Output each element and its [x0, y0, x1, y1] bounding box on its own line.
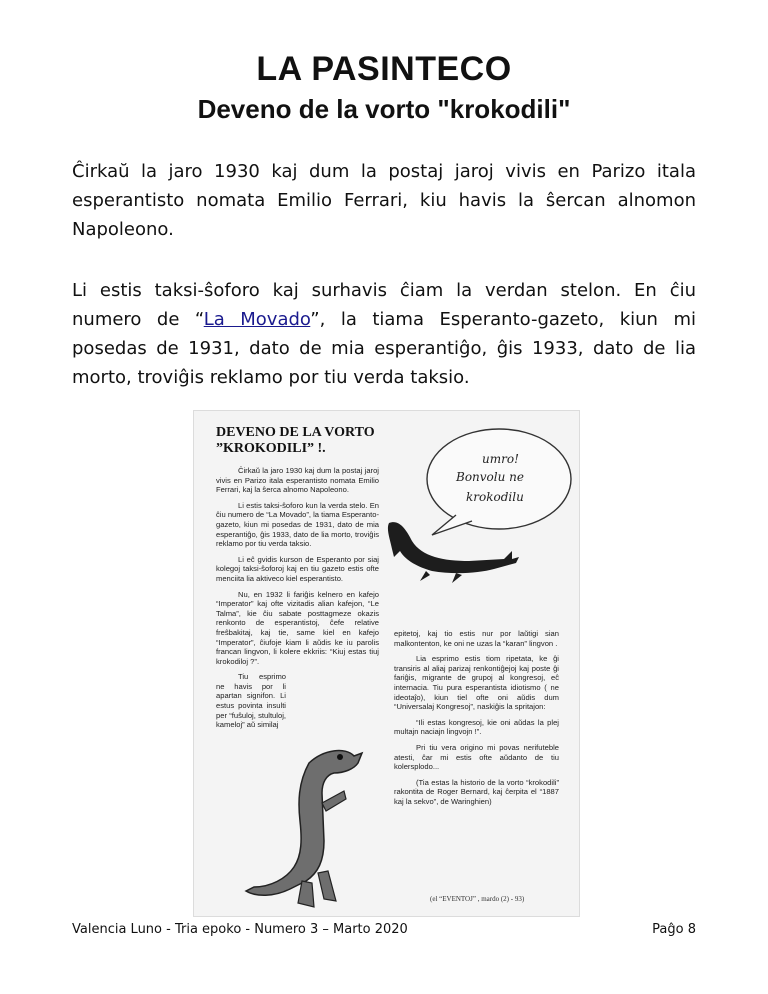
clipping-left-paragraph: Nu, en 1932 li fariĝis kelnero en kafejo “Imperator” kaj ofte vizitadis alian kafejon, “Le Talma”, kie ĉiu sabate posttagmeze okazis renkonto de esperantistoj, ĉefe relative freŝbakitaj, kaj tie, same kiel en kafejo “Imperator”, ĉiufoje kiam li aŭdis ke iu parolis francan lingvon, li kolere ekkriis: “Kiuj estas tiuj krokodiloj ?”. — [216, 589, 379, 666]
bubble-line-1: umro! — [482, 452, 519, 466]
page-subtitle: Deveno de la vorto "krokodili" — [197, 94, 571, 124]
paragraph-taxi-start: Li estis taksi-ŝoforo kaj surhavis ĉiam la verdan stelon. En ĉiu numero de “ — [72, 280, 696, 330]
bubble-line-2: Bonvolu ne — [456, 470, 524, 484]
footer-publication: Valencia Luno - Tria epoko - Numero 3 – Marto 2020 — [72, 922, 408, 937]
paragraph-taxi-end: ”, la tiama Esperanto-gazeto, kiun mi posedas de 1931, dato de mia esperantiĝo, ĝis 1933, dato de lia morto, troviĝis reklamo por tiu verda taksio. — [72, 309, 696, 388]
la-movado-link[interactable]: La Movado — [203, 309, 311, 330]
clipping-title: DEVENO DE LA VORTO ”KROKODILI” !. — [216, 425, 375, 456]
clipping-illustrations — [194, 411, 579, 916]
paragraph-intro: Ĉirkaŭ la jaro 1930 kaj dum la postaj jaroj vivis en Parizo itala esperantisto nomata Emilio Ferrari, kiu havis la ŝercan alnomon Napoleono. — [72, 161, 696, 240]
bubble-line-3: krokodilu — [466, 490, 524, 504]
footer-page-number: Paĝo 8 — [652, 922, 696, 937]
speech-bubble — [427, 429, 571, 535]
clipping-left-paragraph: Li eĉ gvidis kurson de Esperanto por siaj kolegoj taksi-ŝoforoj kaj en tiu gazeto estis ofte menciita lia aktiveco kiel esperantisto. — [216, 554, 379, 583]
clipping-left-paragraph: Ĉirkaŭ la jaro 1930 kaj dum la postaj jaroj vivis en Parizo itala esperantisto nomata Emilio Ferrari, kaj la ŝerca alnomo Napoleono. — [216, 466, 379, 495]
clipping-right-paragraph: Lia esprimo estis tiom ripetata, ke ĝi transiris al aliaj parizaj renkontiĝejoj kaj poste ĝi fariĝis, migrante de grupoj al kongresoj, eĉ internacia. Tiu pura esperantista idiotismo ( ne ideotaĵo), kiun tiel ofte oni aŭdis dum “Universalaj Kongresoj”, naskiĝis la spritajon: — [394, 654, 559, 712]
clipping-left-paragraph: Li estis taksi-ŝoforo kun la verda stelo. En ĉiu numero de “La Movado”, la tiama Esperanto-gazeto, kiun mi posedas de 1931, dato de mia esperantiĝo, ĝis 1933, dato de lia morto, troviĝis reklamo por tiu verda taksio. — [216, 500, 379, 549]
clipping-right-paragraph: “Ili estas kongresoj, kie oni aŭdas la plej multajn naciajn lingvojn !”. — [394, 717, 559, 737]
newspaper-clipping-image — [193, 410, 580, 917]
clipping-left-paragraph: Tiu esprimo ne havis por li apartan signifon. Li estus povinta insulti per “fuŝuloj, stultuloj, kameloj” aŭ similaj — [216, 672, 286, 730]
page-title: LA PASINTECO — [256, 50, 512, 88]
paragraph-taxi — [72, 276, 696, 392]
clipping-right-paragraph: (Tia estas la historio de la vorto “krokodili” rakontita de Roger Bernard, kaj ĉerpita el “1887 kaj la sekvo”, de Waringhien) — [394, 777, 559, 806]
clipping-right-paragraph: epitetoj, kaj tio estis nur por laŭtigi sian malkontenton, ke oni ne uzas la “karan” lingvon . — [394, 629, 559, 648]
crocodile-swimming-icon — [388, 522, 519, 583]
crocodile-standing-icon — [246, 751, 362, 907]
clipping-source: (el “EVENTOJ” , mardo (2) - 93) — [430, 895, 525, 903]
clipping-right-paragraph: Pri tiu vera origino mi povas nerifuteble atesti, ĉar mi estis ofte aŭdanto de tiu kolersplodo... — [394, 742, 559, 772]
